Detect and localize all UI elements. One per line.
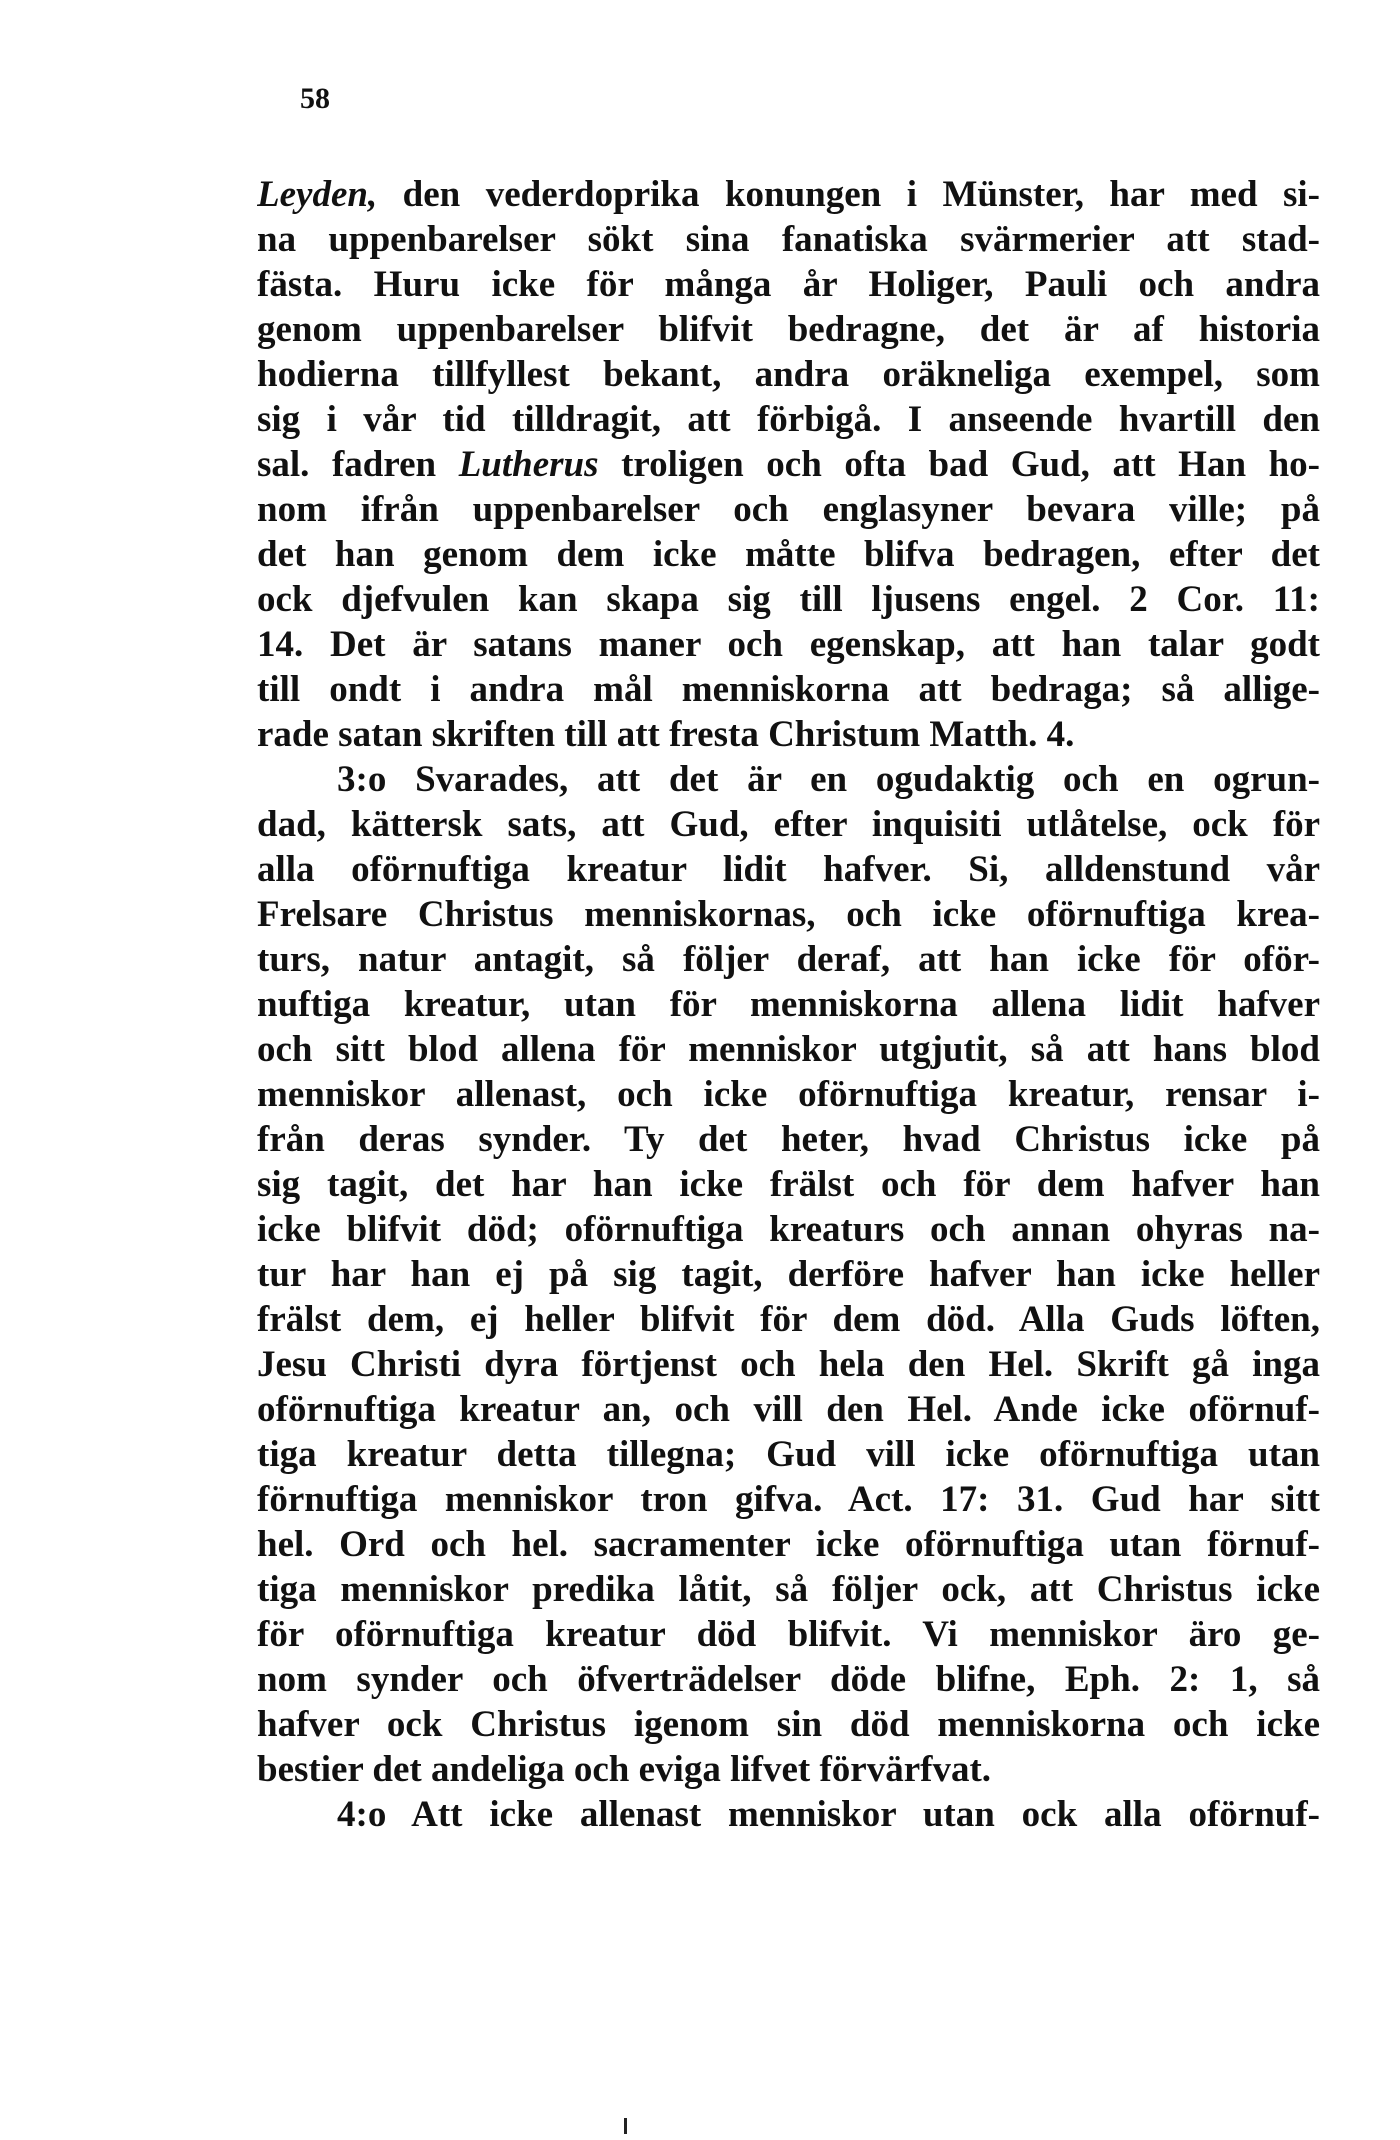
text-line: icke blifvit död; oförnuftiga kreaturs och annan ohyras na- bbox=[257, 1209, 1320, 1250]
text-line: genom uppenbarelser blifvit bedragne, det är af historia bbox=[257, 309, 1320, 350]
page-number: 58 bbox=[300, 82, 330, 115]
text-line: och sitt blod allena för menniskor utgjutit, så att hans blod bbox=[257, 1029, 1320, 1070]
text-line: sig tagit, det har han icke frälst och för dem hafver han bbox=[257, 1164, 1320, 1205]
body-text bbox=[257, 172, 1320, 1837]
text-line: 4:o Att icke allenast menniskor utan ock alla oförnuf- bbox=[337, 1794, 1320, 1835]
text-line: alla oförnuftiga kreatur lidit hafver. Si, alldenstund vår bbox=[257, 849, 1320, 890]
text-line: förnuftiga menniskor tron gifva. Act. 17: 31. Gud har sitt bbox=[257, 1479, 1320, 1520]
print-mark bbox=[624, 2118, 627, 2134]
text-line: menniskor allenast, och icke oförnuftiga kreatur, rensar i- bbox=[257, 1074, 1320, 1115]
text-line: sig i vår tid tilldragit, att förbigå. I anseende hvartill den bbox=[257, 399, 1320, 440]
text-line: hafver ock Christus igenom sin död menniskorna och icke bbox=[257, 1704, 1320, 1745]
text-line: nom ifrån uppenbarelser och englasyner bevara ville; på bbox=[257, 489, 1320, 530]
text-line: rade satan skriften till att fresta Christum Matth. 4. bbox=[257, 714, 1075, 755]
text-line: frälst dem, ej heller blifvit för dem död. Alla Guds löften, bbox=[257, 1299, 1320, 1340]
text-line: från deras synder. Ty det heter, hvad Christus icke på bbox=[257, 1119, 1320, 1160]
text-line: Leyden, den vederdoprika konungen i Münster, har med si- bbox=[257, 174, 1320, 215]
text-line: för oförnuftiga kreatur död blifvit. Vi menniskor äro ge- bbox=[257, 1614, 1320, 1655]
text-line: bestier det andeliga och eviga lifvet förvärfvat. bbox=[257, 1749, 992, 1790]
text-line: det han genom dem icke måtte blifva bedragen, efter det bbox=[257, 534, 1320, 575]
text-line: Frelsare Christus menniskornas, och icke oförnuftiga krea- bbox=[257, 894, 1320, 935]
text-line: nuftiga kreatur, utan för menniskorna allena lidit hafver bbox=[257, 984, 1320, 1025]
text-line: 3:o Svarades, att det är en ogudaktig och en ogrun- bbox=[337, 759, 1320, 800]
text-line: Jesu Christi dyra förtjenst och hela den Hel. Skrift gå inga bbox=[257, 1344, 1320, 1385]
text-line: hodierna tillfyllest bekant, andra oräkneliga exempel, som bbox=[257, 354, 1320, 395]
text-line: hel. Ord och hel. sacramenter icke oförnuftiga utan förnuf- bbox=[257, 1524, 1320, 1565]
text-line: fästa. Huru icke för många år Holiger, Pauli och andra bbox=[257, 264, 1320, 305]
text-line: 14. Det är satans maner och egenskap, att han talar godt bbox=[257, 624, 1320, 665]
text-line: oförnuftiga kreatur an, och vill den Hel. Ande icke oförnuf- bbox=[257, 1389, 1320, 1430]
text-line: sal. fadren Lutherus troligen och ofta bad Gud, att Han ho- bbox=[257, 444, 1320, 485]
text-line: ock djefvulen kan skapa sig till ljusens engel. 2 Cor. 11: bbox=[257, 579, 1320, 620]
text-line: tiga kreatur detta tillegna; Gud vill icke oförnuftiga utan bbox=[257, 1434, 1320, 1475]
text-line: dad, kättersk sats, att Gud, efter inquisiti utlåtelse, ock för bbox=[257, 804, 1320, 845]
text-line: nom synder och öfverträdelser döde blifne, Eph. 2: 1, så bbox=[257, 1659, 1320, 1700]
text-line: tur har han ej på sig tagit, derföre hafver han icke heller bbox=[257, 1254, 1320, 1295]
text-line: turs, natur antagit, så följer deraf, att han icke för oför- bbox=[257, 939, 1320, 980]
text-line: tiga menniskor predika låtit, så följer ock, att Christus icke bbox=[257, 1569, 1320, 1610]
text-line: na uppenbarelser sökt sina fanatiska svärmerier att stad- bbox=[257, 219, 1320, 260]
text-line: till ondt i andra mål menniskorna att bedraga; så allige- bbox=[257, 669, 1320, 710]
